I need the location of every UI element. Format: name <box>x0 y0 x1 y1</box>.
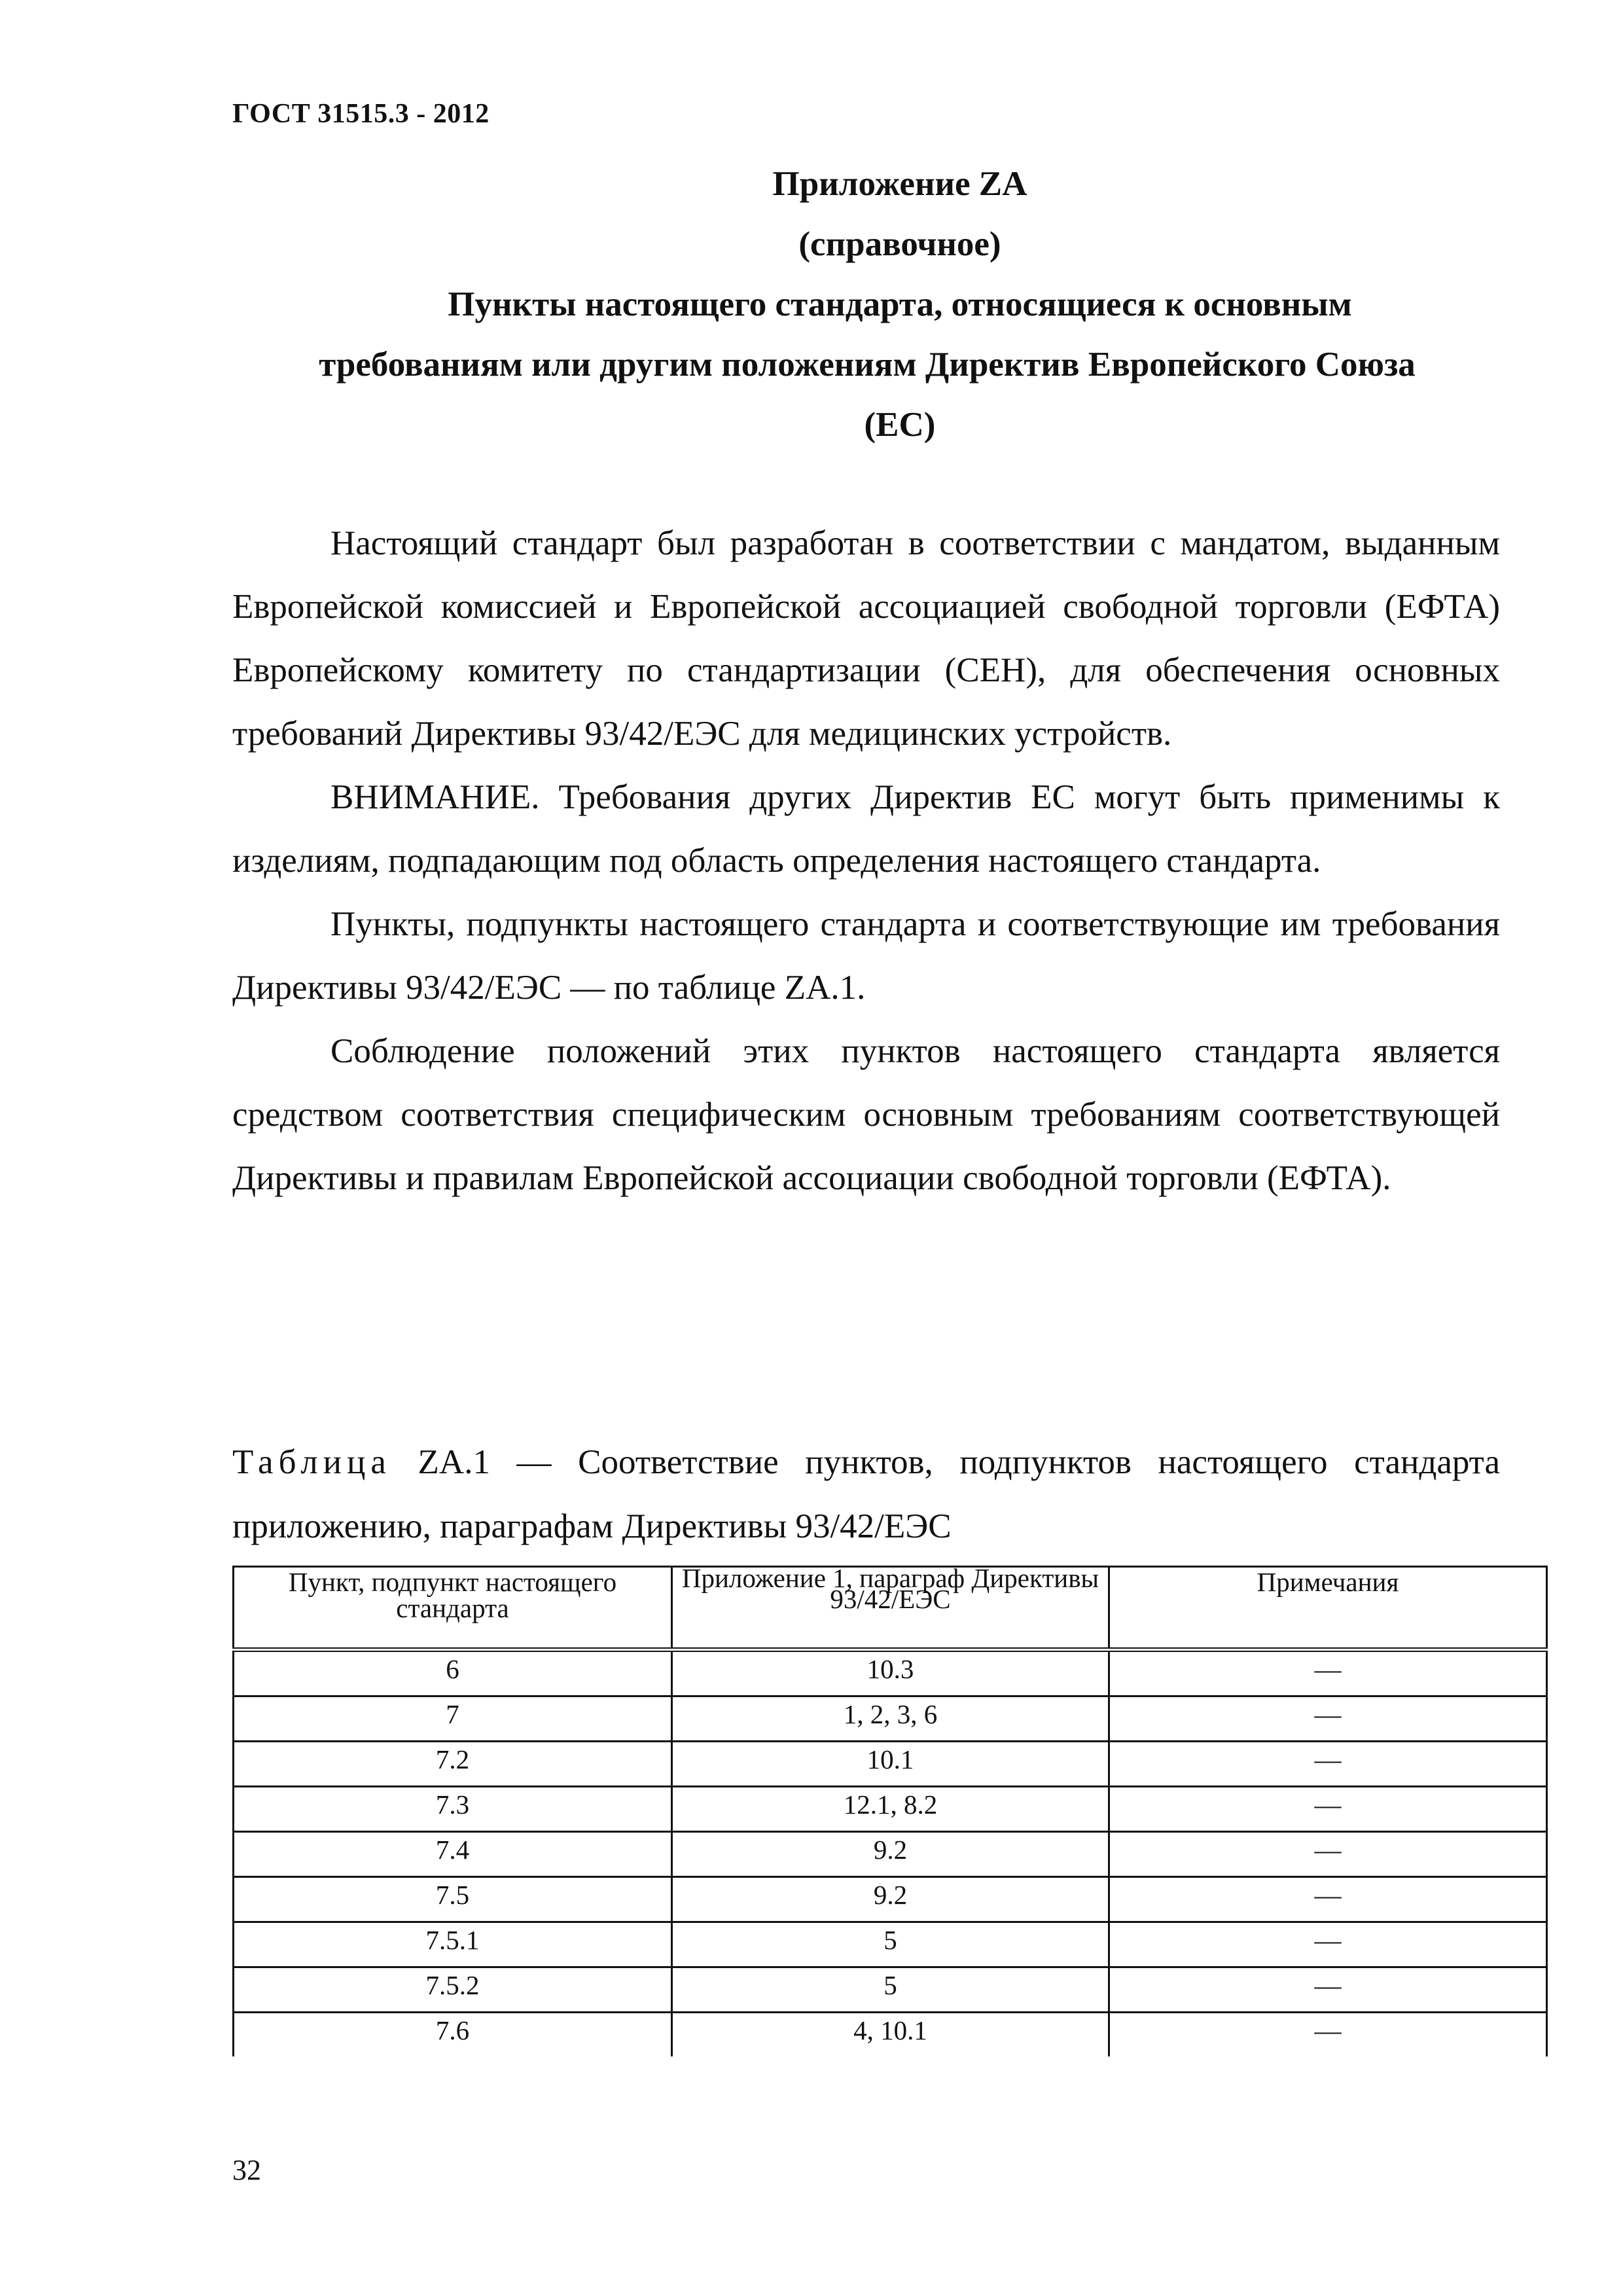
annex-type: (справочное) <box>798 225 1001 263</box>
cell-clause: 7.6 <box>234 2013 672 2057</box>
table-caption-text: ZA.1 — Соответствие пунктов, подпунктов настоящего стандарта приложению, параграфам Директивы 93/42/ЕЭС <box>232 1443 1500 1545</box>
cell-clause: 7.3 <box>234 1787 672 1832</box>
table-row <box>234 2013 1547 2057</box>
table-row <box>234 1877 1547 1922</box>
standard-code: ГОСТ 31515.3 - 2012 <box>232 99 490 129</box>
page-number: 32 <box>232 2154 261 2186</box>
cell-clause: 6 <box>234 1650 672 1696</box>
table-row <box>234 1967 1547 2013</box>
cell-directive-paragraph: 9.2 <box>672 1877 1109 1922</box>
table-row <box>234 1787 1547 1832</box>
cell-directive-paragraph: 9.2 <box>672 1832 1109 1877</box>
cell-clause: 7.4 <box>234 1832 672 1877</box>
paragraph-warning: ВНИМАНИЕ. Требования других Директив ЕС могут быть применимы к изделиям, подпадающим под область определения настоящего стандарта. <box>232 778 1500 880</box>
correspondence-table <box>232 1563 1548 2056</box>
cell-notes: — <box>1109 1787 1547 1832</box>
table-caption-label: Таблица <box>232 1443 391 1481</box>
cell-notes: — <box>1109 1922 1547 1967</box>
table-row <box>234 1742 1547 1787</box>
annex-heading-line-3: (ЕС) <box>864 406 936 444</box>
table-row <box>234 1650 1547 1696</box>
annex-title-block <box>232 154 1502 455</box>
annex-heading-line-1: Пункты настоящего стандарта, относящиеся к основным <box>448 285 1352 323</box>
table-caption <box>232 1430 1500 1558</box>
cell-directive-paragraph: 5 <box>672 1967 1109 2013</box>
header-clause: Пункт, подпункт настоящего стандарта <box>234 1567 672 1650</box>
table-row <box>234 1696 1547 1742</box>
cell-clause: 7.2 <box>234 1742 672 1787</box>
header-directive-paragraph: Приложение 1, параграф Директивы 93/42/ЕЭС <box>672 1567 1109 1650</box>
correspondence-table-wrapper <box>232 1563 1546 2056</box>
cell-clause: 7.5.1 <box>234 1922 672 1967</box>
cell-directive-paragraph: 10.1 <box>672 1742 1109 1787</box>
cell-clause: 7.5.2 <box>234 1967 672 2013</box>
cell-clause: 7 <box>234 1696 672 1742</box>
cell-clause: 7.5 <box>234 1877 672 1922</box>
paragraph-table-reference: Пункты, подпункты настоящего стандарта и соответствующие им требования Директивы 93/42/ЕЭС — по таблице ZA.1. <box>232 905 1500 1007</box>
cell-directive-paragraph: 1, 2, 3, 6 <box>672 1696 1109 1742</box>
header-notes: Примечания <box>1109 1567 1547 1650</box>
cell-notes: — <box>1109 1696 1547 1742</box>
table-row <box>234 1832 1547 1877</box>
cell-directive-paragraph: 5 <box>672 1922 1109 1967</box>
annex-title: Приложение ZA <box>772 165 1027 203</box>
cell-notes: — <box>1109 1650 1547 1696</box>
paragraph-compliance: Соблюдение положений этих пунктов настоящего стандарта является средством соответствия специфическим основным требованиям соответствующей Директивы и правилам Европейской ассоциации свободной торговли (ЕФТА). <box>232 1032 1500 1197</box>
cell-notes: — <box>1109 2013 1547 2057</box>
cell-notes: — <box>1109 1877 1547 1922</box>
cell-notes: — <box>1109 1742 1547 1787</box>
table-row <box>234 1922 1547 1967</box>
paragraph-mandate: Настоящий стандарт был разработан в соответствии с мандатом, выданным Европейской комиссией и Европейской ассоциацией свободной торговли (ЕФТА) Европейскому комитету по стандартизации (СЕН), для обеспечения основных требований Директивы 93/42/ЕЭС для медицинских устройств. <box>232 524 1500 753</box>
table-header-row <box>234 1567 1547 1650</box>
cell-notes: — <box>1109 1967 1547 2013</box>
cell-notes: — <box>1109 1832 1547 1877</box>
cell-directive-paragraph: 12.1, 8.2 <box>672 1787 1109 1832</box>
cell-directive-paragraph: 10.3 <box>672 1650 1109 1696</box>
body-text <box>232 512 1500 1210</box>
cell-directive-paragraph: 4, 10.1 <box>672 2013 1109 2057</box>
annex-heading-line-2: требованиям или другим положениям Директив Европейского Союза <box>319 346 1416 384</box>
